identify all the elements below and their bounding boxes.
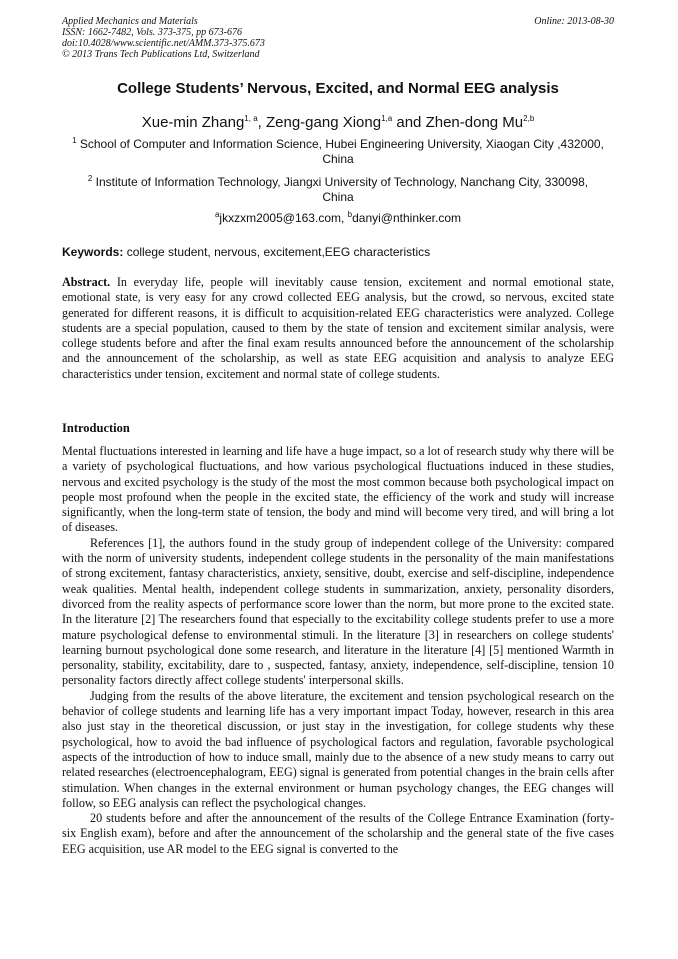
author-affil-sup: 2,b: [523, 114, 535, 123]
author-emails: [62, 211, 614, 226]
paragraph: Mental fluctuations interested in learning and life have a huge impact, so a lot of research study why there will be a variety of psychological fluctuations, and how various psychological fluctuations induced in these studies, nervous and excited psychology is the study of the most the most common because both psychological impact on people most profound when the people in the excited state, the efficiency of the work and study will increase significantly, when the long-term state of tension, the body and mind will become very tired, and will bring a lot of diseases.: [62, 444, 614, 535]
affil-country: China: [322, 190, 354, 204]
affil-sup: 2: [87, 174, 93, 183]
affil-sup: 1: [72, 136, 77, 145]
keywords-label: Keywords:: [62, 245, 124, 259]
affiliation-2: [62, 175, 614, 205]
copyright-line: © 2013 Trans Tech Publications Ltd, Switzerland: [62, 49, 260, 60]
introduction-body: [62, 444, 614, 857]
affil-line: Institute of Information Technology, Jiangxi University of Technology, Nanchang City, 330098,: [95, 175, 589, 189]
author-separator: ,: [257, 114, 266, 131]
paragraph: Judging from the results of the above literature, the excitement and tension psychological research on the behavior of college students and learning life has a very important impact Today, however, research in this area also just stay in the theoretical discussion, or just stay in the investigation, for college students why these psychological, how to avoid the bad influence of psychological factors and regulation, favorable psychological aspects of the introduction of how to induce small, mainly due to the absence of a new study means to carry out related researches (electroencephalogram, EEG) signal is generated from potential changes in the brain cells after stimulation. When changes in the external environment or human psychology changes, the EEG changes will follow, so EEG analysis can reflect the psychological changes.: [62, 688, 614, 810]
journal-header: [62, 16, 614, 60]
email-sup: b: [347, 210, 353, 219]
issn-line: ISSN: 1662-7482, Vols. 373-375, pp 673-676: [62, 27, 242, 38]
author-separator: and: [392, 114, 426, 131]
keywords: [62, 245, 614, 259]
email-link[interactable]: danyi@nthinker.com: [352, 211, 462, 225]
paragraph: 20 students before and after the announcement of the results of the College Entrance Examination (forty-six English exam), before and after the announcement of the scholarship and the general state of the five cases EEG acquisition, use AR model to the EEG signal is converted to the: [62, 811, 614, 856]
affil-line: School of Computer and Information Science, Hubei Engineering University, Xiaogan City ,432000,: [79, 137, 604, 151]
section-heading-introduction: Introduction: [62, 421, 130, 435]
email-sup: a: [214, 210, 220, 219]
author-name: Zhen-dong Mu: [425, 114, 524, 131]
journal-name: Applied Mechanics and Materials: [62, 16, 198, 27]
paragraph: References [1], the authors found in the study group of independent college of the University: compared with the norm of university students, independent college students in the personality of the main manifestations of strong excitement, fantasy characteristics, anxiety, sensitive, doubt, exercise and self-discipline, independence weak qualities. Mental health, independent college students in summarization, anxiety, personality disorders, divorced from the reality aspects of performance score lower than the norm, but more prone to the excited state. In the literature [2] The researchers found that especially to the excitability college students prefer to use a more mature psychological defense to environmental stimuli. In the literature [3] in researchers on college students' learning burnout psychological done some research, and literature in the literature [4] [5] mentioned Warmth in personality, stability, excitability, dare to , suspected, fantasy, anxiety, independence, self-discipline, tension 10 personality factors directly affect college students' interpersonal skills.: [62, 535, 614, 688]
paper-title: College Students’ Nervous, Excited, and Normal EEG analysis: [117, 80, 559, 97]
abstract-label: Abstract.: [62, 275, 111, 289]
doi-line: doi:10.4028/www.scientific.net/AMM.373-375.673: [62, 38, 265, 49]
abstract: [62, 275, 614, 382]
author-name: Zeng-gang Xiong: [265, 114, 382, 131]
affiliation-1: [62, 137, 614, 167]
author-name: Xue-min Zhang: [141, 114, 245, 131]
online-date: Online: 2013-08-30: [534, 16, 614, 27]
author-list: [62, 114, 614, 131]
email-link[interactable]: jkxzxm2005@163.com,: [219, 211, 348, 225]
keywords-text: college student, nervous, excitement,EEG characteristics: [123, 245, 431, 259]
author-affil-sup: 1, a: [244, 114, 258, 123]
affil-country: China: [322, 152, 354, 166]
author-affil-sup: 1,a: [381, 114, 393, 123]
abstract-text: In everyday life, people will inevitably cause tension, excitement and normal emotional state, emotional state, is very easy for any crowd collected EEG analysis, but the crowd, so nervous, excited state generated for different reasons, it is difficult to acquisition-related EEG characteristics were analyzed. College students are a special population, caused to them by the state of tension and excitement similar analysis, were college students before and after the final exam results announced before the announcement of the scholarship and the announcement of the scholarship, as well as state EEG acquisition and analysis to analyze EEG characteristics under tension, excitement and normal state of college students.: [62, 275, 614, 381]
